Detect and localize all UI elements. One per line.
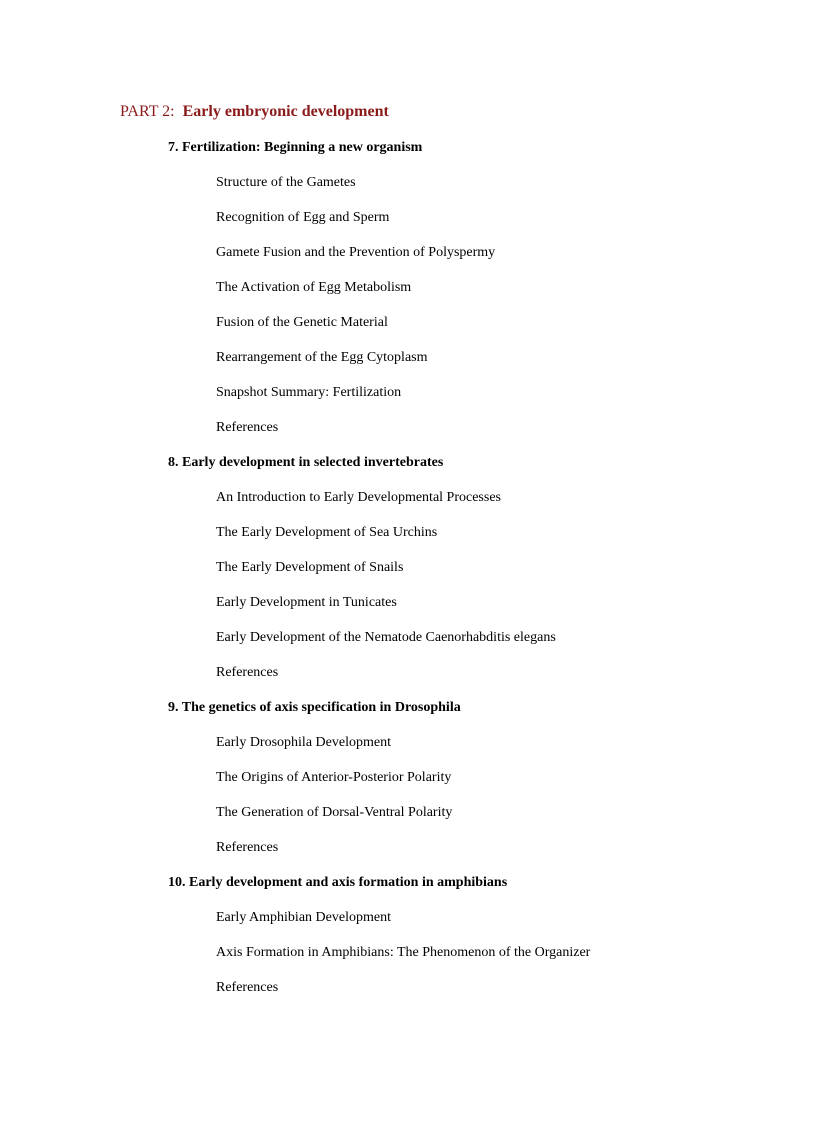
section-item: Early Drosophila Development <box>216 735 391 750</box>
section-item: The Activation of Egg Metabolism <box>216 280 412 295</box>
section-item: References <box>216 665 279 680</box>
part-title: Early embryonic development <box>182 103 389 120</box>
part-heading <box>120 101 389 123</box>
section-item: The Early Development of Sea Urchins <box>216 525 438 540</box>
section-item: References <box>216 420 279 435</box>
section-item: Gamete Fusion and the Prevention of Polyspermy <box>216 245 496 260</box>
chapter-8-title: 8. Early development in selected invertebrates <box>168 455 444 470</box>
section-item: The Generation of Dorsal-Ventral Polarity <box>216 805 453 820</box>
chapter-7-title: 7. Fertilization: Beginning a new organism <box>168 140 423 155</box>
section-item: References <box>216 980 279 995</box>
section-item: Snapshot Summary: Fertilization <box>216 385 402 400</box>
section-item: Early Development of the Nematode Caenorhabditis elegans <box>216 630 556 645</box>
chapter-9-title: 9. The genetics of axis specification in Drosophila <box>168 700 461 715</box>
section-item: References <box>216 840 279 855</box>
part-number: PART 2: <box>120 103 175 120</box>
section-item: Recognition of Egg and Sperm <box>216 210 390 225</box>
section-item: Early Amphibian Development <box>216 910 391 925</box>
section-item: Structure of the Gametes <box>216 175 356 190</box>
section-item: The Origins of Anterior-Posterior Polarity <box>216 770 452 785</box>
section-item: Rearrangement of the Egg Cytoplasm <box>216 350 428 365</box>
table-of-contents <box>168 138 788 1013</box>
chapter-10-title: 10. Early development and axis formation in amphibians <box>168 875 508 890</box>
section-item: Early Development in Tunicates <box>216 595 397 610</box>
section-item: Fusion of the Genetic Material <box>216 315 388 330</box>
section-item: Axis Formation in Amphibians: The Phenomenon of the Organizer <box>216 945 591 960</box>
section-item: The Early Development of Snails <box>216 560 404 575</box>
section-item: An Introduction to Early Developmental Processes <box>216 490 501 505</box>
